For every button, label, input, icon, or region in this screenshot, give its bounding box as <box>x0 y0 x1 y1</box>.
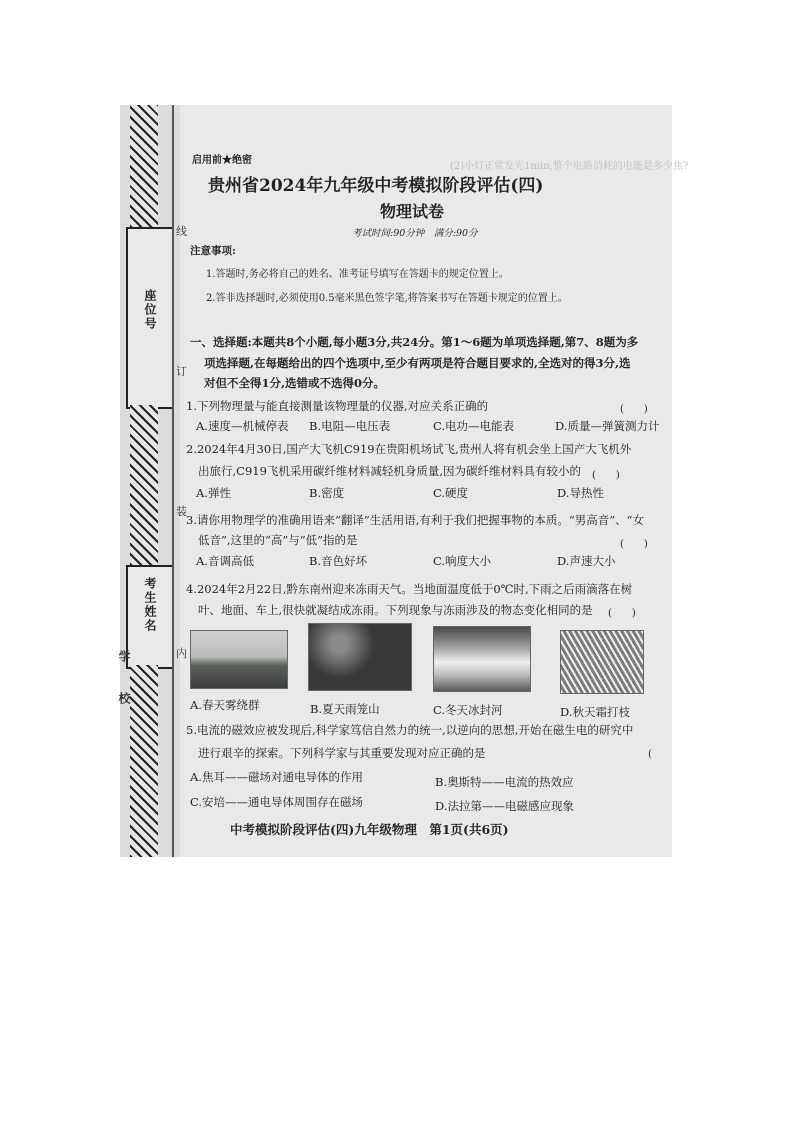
option-c: C.安培——通电导体周围存在磁场 <box>190 795 364 809</box>
hatch-pattern <box>130 105 158 227</box>
option-d: D.声速大小 <box>557 554 616 568</box>
answer-bracket: ( ) <box>620 404 648 415</box>
option-b: B.电阻—电压表 <box>309 419 391 433</box>
question-5-text: 进行艰辛的探索。下列科学家与其重要发现对应正确的是 <box>198 746 486 760</box>
seal-mark: 装 <box>176 505 187 518</box>
cut-line <box>172 105 174 857</box>
option-d: D.法拉第——电磁感应现象 <box>435 799 574 813</box>
question-1-text: 1.下列物理量与能直接测量该物理量的仪器,对应关系正确的 <box>186 399 489 413</box>
line-mark: 线 <box>176 225 187 238</box>
exam-paper-photo <box>117 105 689 857</box>
name-box <box>126 565 174 669</box>
option-d: D.导热性 <box>557 486 604 500</box>
option-a: A.音调高低 <box>196 554 254 568</box>
exam-info: 考试时间:90分钟 满分:90分 <box>352 228 478 239</box>
section-instructions: 对但不全得1分,选错或不选得0分。 <box>204 376 386 390</box>
question-4-text: 叶、地面、车上,很快就凝结成冻雨。下列现象与冻雨涉及的物态变化相同的是 <box>198 603 593 617</box>
option-d: D.秋天霜打枝 <box>560 705 630 719</box>
option-c: C.电功—电能表 <box>433 419 515 433</box>
option-a: A.焦耳——磁场对通电导体的作用 <box>190 770 363 784</box>
answer-bracket: ( ) <box>620 539 648 550</box>
answer-bracket: ( ) <box>608 608 636 619</box>
option-a: A.春天雾绕群 <box>190 698 260 712</box>
question-4-text: 4.2024年2月22日,黔东南州迎来冻雨天气。当地面温度低于0℃时,下雨之后雨滴落在树 <box>186 582 633 596</box>
exam-subtitle: 物理试卷 <box>380 202 445 221</box>
note-item: 2.答非选择题时,必须使用0.5毫米黑色签字笔,将答案书写在答题卡规定的位置上。 <box>206 293 568 304</box>
bind-mark: 订 <box>176 365 187 378</box>
option-c: C.响度大小 <box>433 554 492 568</box>
option-c: C.冬天冰封河 <box>433 703 503 717</box>
option-d: D.质量—弹簧测力计 <box>555 419 660 433</box>
page-footer: 中考模拟阶段评估(四)九年级物理 第1页(共6页) <box>230 822 509 837</box>
section-instructions: 项选择题,在每题给出的四个选项中,至少有两项是符合题目要求的,全选对的得3分,选 <box>204 356 631 370</box>
seat-number-box <box>126 227 174 409</box>
ice-river-photo <box>433 626 531 692</box>
notes-heading: 注意事项: <box>190 245 236 257</box>
rain-photo <box>308 623 412 691</box>
question-5-text: 5.电流的磁效应被发现后,科学家笃信自然力的统一,以逆向的思想,开始在磁生电的研究中 <box>186 723 634 737</box>
question-3-text: 3.请你用物理学的准确用语来“翻译”生活用语,有利于我们把握事物的本质。“男高音”、“女 <box>186 513 645 527</box>
student-name-label: 考生姓名 <box>143 577 157 633</box>
secret-mark: 启用前★绝密 <box>192 155 252 166</box>
question-2-text: 2.2024年4月30日,国产大飞机C919在贵阳机场试飞,贵州人将有机会坐上国产大飞机外 <box>186 442 632 456</box>
option-c: C.硬度 <box>433 486 469 500</box>
answer-bracket: ( ) <box>592 470 620 481</box>
fog-photo <box>190 630 288 689</box>
hatch-pattern <box>130 665 158 857</box>
option-b: B.奥斯特——电流的热效应 <box>435 775 574 789</box>
binding-strip <box>117 105 187 857</box>
exam-title: 贵州省2024年九年级中考模拟阶段评估(四) <box>208 176 544 196</box>
hatch-pattern <box>130 405 158 565</box>
option-b: B.密度 <box>309 486 345 500</box>
question-2-text: 出旅行,C919飞机采用碳纤维材料减轻机身质量,因为碳纤维材料具有较小的 <box>198 464 582 478</box>
option-a: A.速度—机械停表 <box>196 419 289 433</box>
inner-mark: 内 <box>176 647 187 660</box>
option-b: B.夏天雨笼山 <box>310 702 380 716</box>
option-b: B.音色好坏 <box>309 554 368 568</box>
option-a: A.弹性 <box>196 486 231 500</box>
seat-number-label: 座位号 <box>143 289 157 331</box>
note-item: 1.答题时,务必将自己的姓名、准考证号填写在答题卡的规定位置上。 <box>206 269 509 280</box>
school-label: 学 校 <box>117 650 131 706</box>
section-instructions: 一、选择题:本题共8个小题,每小题3分,共24分。第1～6题为单项选择题,第7、8题为多 <box>190 335 639 349</box>
bleed-through-text: (2)小灯正常发光1min,整个电路消耗的电能是多少焦? <box>450 161 689 172</box>
answer-bracket: ( <box>648 749 652 760</box>
frost-photo <box>560 630 644 694</box>
question-3-text: 低音”,这里的“高”与“低”指的是 <box>198 533 358 547</box>
